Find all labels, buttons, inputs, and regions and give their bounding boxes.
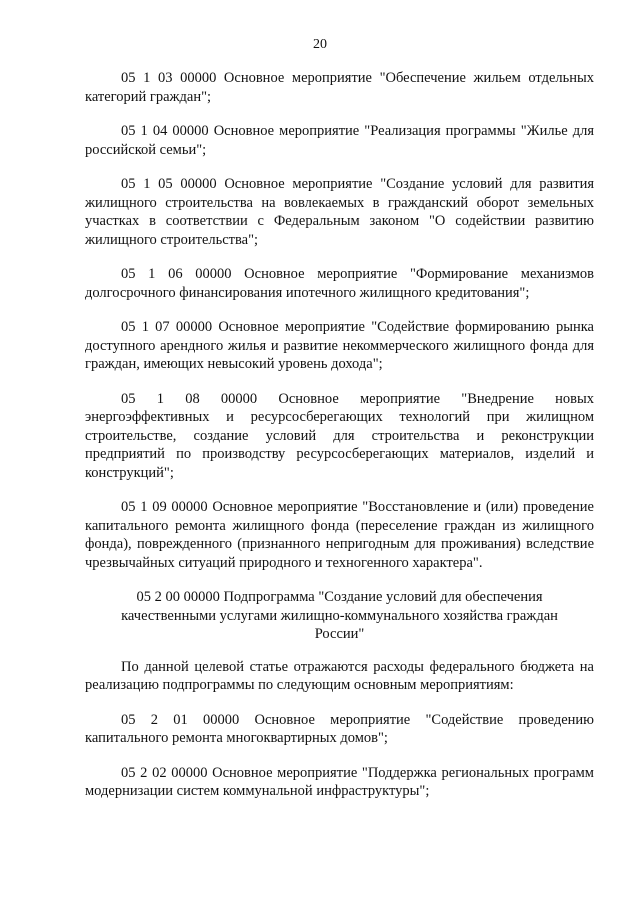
paragraph-05-1-07: 05 1 07 00000 Основное мероприятие "Содействие формированию рынка доступного арендного жилья и развитие некоммерческого жилищного фонда для граждан, имеющих невысокий уровень дохода"; <box>85 319 594 372</box>
paragraph-05-1-03: 05 1 03 00000 Основное мероприятие "Обеспечение жильем отдельных категорий граждан"; <box>85 70 594 105</box>
paragraph-05-1-06: 05 1 06 00000 Основное мероприятие "Формирование механизмов долгосрочного финансирования ипотечного жилищного кредитования"; <box>85 266 594 301</box>
paragraph-05-2-02: 05 2 02 00000 Основное мероприятие "Поддержка региональных программ модернизации систем коммунальной инфраструктуры"; <box>85 764 594 799</box>
paragraph-05-1-09: 05 1 09 00000 Основное мероприятие "Восстановление и (или) проведение капитального ремонта жилищного фонда (переселение граждан из жилищного фонда), поврежденного (признанного непригодным для проживания) вследствие чрезвычайных ситуаций природного и техногенного характера". <box>85 499 594 571</box>
intro-paragraph: По данной целевой статье отражаются расходы федерального бюджета на реализацию подпрограммы по следующим основным мероприятиям: <box>85 658 594 693</box>
paragraph-05-1-04: 05 1 04 00000 Основное мероприятие "Реализация программы "Жилье для российской семьи"; <box>85 123 594 158</box>
page-number: 20 <box>313 37 327 52</box>
document-body <box>85 69 594 817</box>
paragraph-05-2-01: 05 2 01 00000 Основное мероприятие "Содействие проведению капитального ремонта многоквартирных домов"; <box>85 711 594 746</box>
paragraph-05-1-05: 05 1 05 00000 Основное мероприятие "Создание условий для развития жилищного строительства на вовлекаемых в гражданский оборот земельных участках в соответствии с Федеральным законом "О содействии развитию жилищного строительства"; <box>85 176 594 248</box>
paragraph-05-1-08: 05 1 08 00000 Основное мероприятие "Внедрение новых энергоэффективных и ресурсосберегающих технологий при жилищном строительстве, создание условий для строительства и реконструкции предприятий по производству ресурсосберегающих материалов, изделий и конструкций"; <box>85 390 594 481</box>
subprogram-heading: 05 2 00 00000 Подпрограмма "Создание условий для обеспечения качественными услугами жилищно-коммунального хозяйства граждан России" <box>121 589 558 642</box>
